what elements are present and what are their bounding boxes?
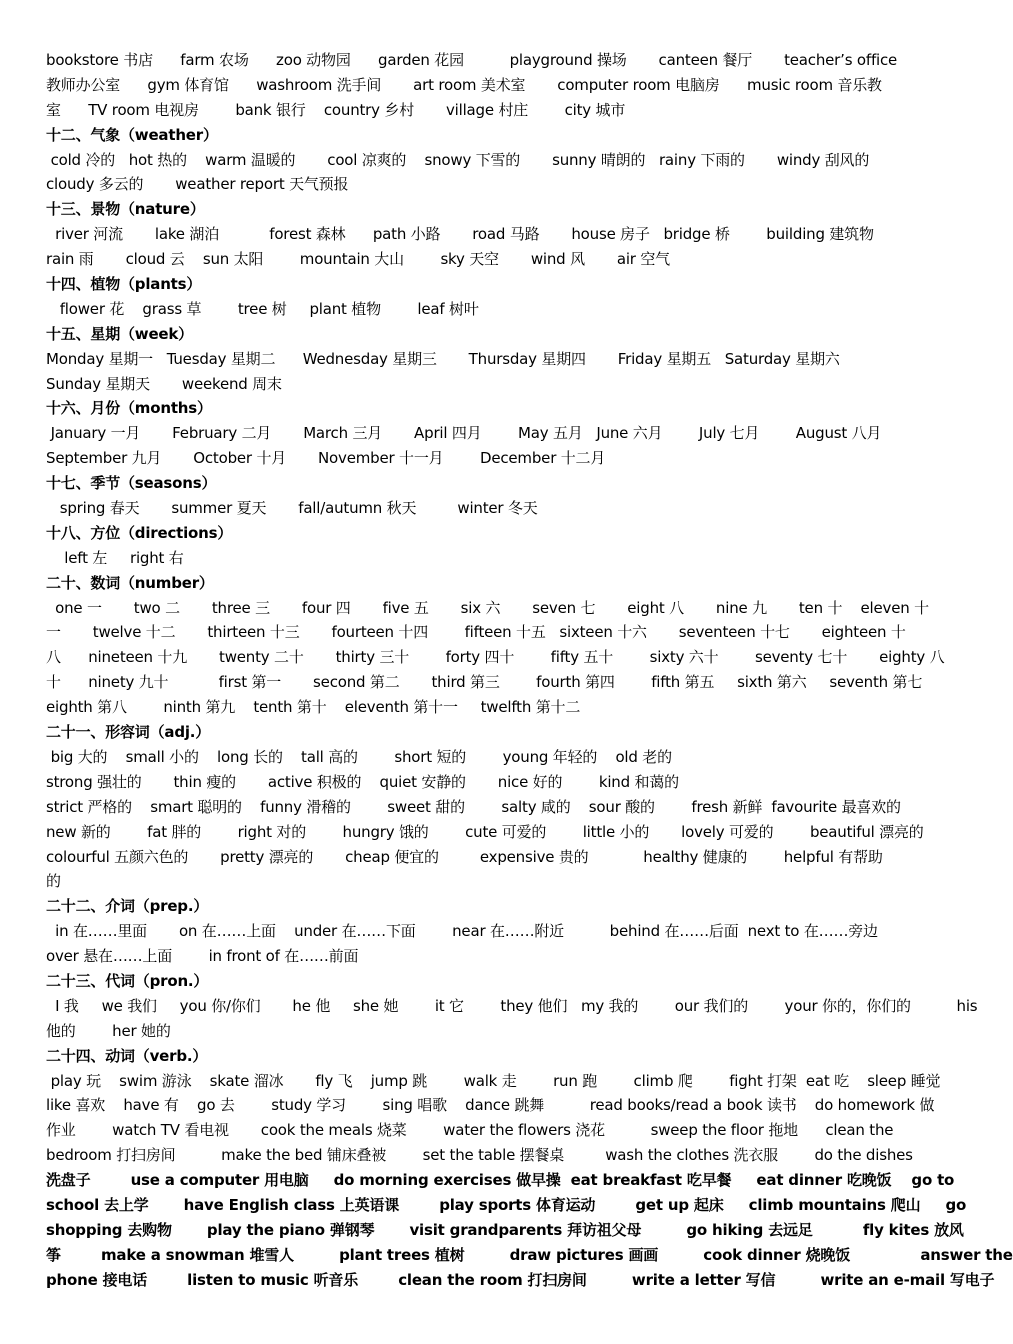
vocabulary-line: like 喜欢 have 有 go 去 study 学习 sing 唱歌 dance 跳舞 read books/read a book 读书 do homework 做 [46, 1096, 935, 1115]
vocabulary-line: spring 春天 summer 夏天 fall/autumn 秋天 winter 冬天 [46, 499, 538, 518]
section-heading: 十二、气象（weather） [46, 125, 218, 144]
vocabulary-line: January 一月 February 二月 March 三月 April 四月 May 五月 June 六月 July 七月 August 八月 [46, 424, 882, 443]
vocabulary-line: shopping 去购物 play the piano 弹钢琴 visit grandparents 拜访祖父母 go hiking 去远足 fly kites 放风 [46, 1220, 964, 1239]
vocabulary-line: 筝 make a snowman 堆雪人 plant trees 植树 draw pictures 画画 cook dinner 烧晚饭 answer the [46, 1245, 1013, 1264]
vocabulary-line: September 九月 October 十月 November 十一月 December 十二月 [46, 449, 606, 468]
vocabulary-line: big 大的 small 小的 long 长的 tall 高的 short 短的 young 年轻的 old 老的 [46, 747, 672, 766]
vocabulary-line: Monday 星期一 Tuesday 星期二 Wednesday 星期三 Thursday 星期四 Friday 星期五 Saturday 星期六 [46, 349, 840, 368]
vocabulary-line: 十 ninety 九十 first 第一 second 第二 third 第三 fourth 第四 fifth 第五 sixth 第六 seventh 第七 [46, 673, 923, 692]
section-heading: 十六、月份（months） [46, 399, 212, 418]
vocabulary-line: eighth 第八 ninth 第九 tenth 第十 eleventh 第十一 twelfth 第十二 [46, 698, 581, 717]
vocabulary-line: 他的 her 她的 [46, 1021, 171, 1040]
section-heading: 十五、星期（week） [46, 324, 193, 343]
section-heading: 十八、方位（directions） [46, 523, 233, 542]
vocabulary-line: flower 花 grass 草 tree 树 plant 植物 leaf 树叶 [46, 299, 479, 318]
section-heading: 二十三、代词（pron.） [46, 971, 209, 990]
section-heading: 二十、数词（number） [46, 573, 214, 592]
vocabulary-line: colourful 五颜六色的 pretty 漂亮的 cheap 便宜的 expensive 贵的 healthy 健康的 helpful 有帮助 [46, 847, 883, 866]
section-heading: 十四、植物（plants） [46, 275, 202, 294]
vocabulary-line: one 一 two 二 three 三 four 四 five 五 six 六 seven 七 eight 八 nine 九 ten 十 eleven 十 [46, 598, 929, 617]
vocabulary-line: strong 强壮的 thin 瘦的 active 积极的 quiet 安静的 nice 好的 kind 和蔼的 [46, 772, 679, 791]
vocabulary-line: school 去上学 have English class 上英语课 play sports 体育运动 get up 起床 climb mountains 爬山 go [46, 1195, 967, 1214]
section-heading: 二十一、形容词（adj.） [46, 723, 211, 742]
section-heading: 十七、季节（seasons） [46, 474, 217, 493]
vocabulary-line: 作业 watch TV 看电视 cook the meals 烧菜 water the flowers 浇花 sweep the floor 拖地 clean the [46, 1121, 894, 1140]
vocabulary-line: 教师办公室 gym 体育馆 washroom 洗手间 art room 美术室 computer room 电脑房 music room 音乐教 [46, 75, 882, 94]
vocabulary-line: 一 twelve 十二 thirteen 十三 fourteen 十四 fifteen 十五 sixteen 十六 seventeen 十七 eighteen 十 [46, 623, 906, 642]
vocabulary-line: new 新的 fat 胖的 right 对的 hungry 饿的 cute 可爱的 little 小的 lovely 可爱的 beautiful 漂亮的 [46, 822, 924, 841]
section-heading: 二十二、介词（prep.） [46, 897, 209, 916]
vocabulary-line: bookstore 书店 farm 农场 zoo 动物园 garden 花园 playground 操场 canteen 餐厅 teacher’s office [46, 51, 898, 69]
section-heading: 二十四、动词（verb.） [46, 1046, 208, 1065]
vocabulary-line: play 玩 swim 游泳 skate 溜冰 fly 飞 jump 跳 walk 走 run 跑 climb 爬 fight 打架 eat 吃 sleep 睡觉 [46, 1071, 941, 1090]
vocabulary-line: bedroom 打扫房间 make the bed 铺床叠被 set the table 摆餐桌 wash the clothes 洗衣服 do the dishes [46, 1146, 913, 1165]
vocabulary-line: 八 nineteen 十九 twenty 二十 thirty 三十 forty 四十 fifty 五十 sixty 六十 seventy 七十 eighty 八 [46, 648, 945, 667]
vocabulary-line: left 左 right 右 [46, 548, 184, 567]
vocabulary-line: in 在……里面 on 在……上面 under 在……下面 near 在……附近 behind 在……后面 next to 在……旁边 [46, 922, 878, 941]
vocabulary-line: 的 [46, 872, 61, 891]
vocabulary-line: Sunday 星期天 weekend 周末 [46, 374, 282, 393]
section-heading: 十三、景物（nature） [46, 200, 205, 219]
vocabulary-line: cold 冷的 hot 热的 warm 温暖的 cool 凉爽的 snowy 下雪的 sunny 晴朗的 rainy 下雨的 windy 刮风的 [46, 150, 870, 169]
vocabulary-line: rain 雨 cloud 云 sun 太阳 mountain 大山 sky 天空 wind 风 air 空气 [46, 250, 670, 269]
vocabulary-line: river 河流 lake 湖泊 forest 森林 path 小路 road 马路 house 房子 bridge 桥 building 建筑物 [46, 225, 874, 244]
vocabulary-line: strict 严格的 smart 聪明的 funny 滑稽的 sweet 甜的 salty 咸的 sour 酸的 fresh 新鲜 favourite 最喜欢的 [46, 797, 901, 816]
vocabulary-line: 室 TV room 电视房 bank 银行 country 乡村 village 村庄 city 城市 [46, 100, 626, 119]
vocabulary-line: I 我 we 我们 you 你/你们 he 他 she 她 it 它 they 他们 my 我的 our 我们的 your 你的，你们的 his [46, 996, 978, 1015]
vocabulary-line: phone 接电话 listen to music 听音乐 clean the room 打扫房间 write a letter 写信 write an e-mail 写电子 [46, 1270, 995, 1289]
vocabulary-line: over 悬在……上面 in front of 在……前面 [46, 947, 359, 966]
vocabulary-line: cloudy 多云的 weather report 天气预报 [46, 175, 349, 194]
vocabulary-line: 洗盘子 use a computer 用电脑 do morning exercises 做早操 eat breakfast 吃早餐 eat dinner 吃晚饭 go to [46, 1171, 955, 1190]
